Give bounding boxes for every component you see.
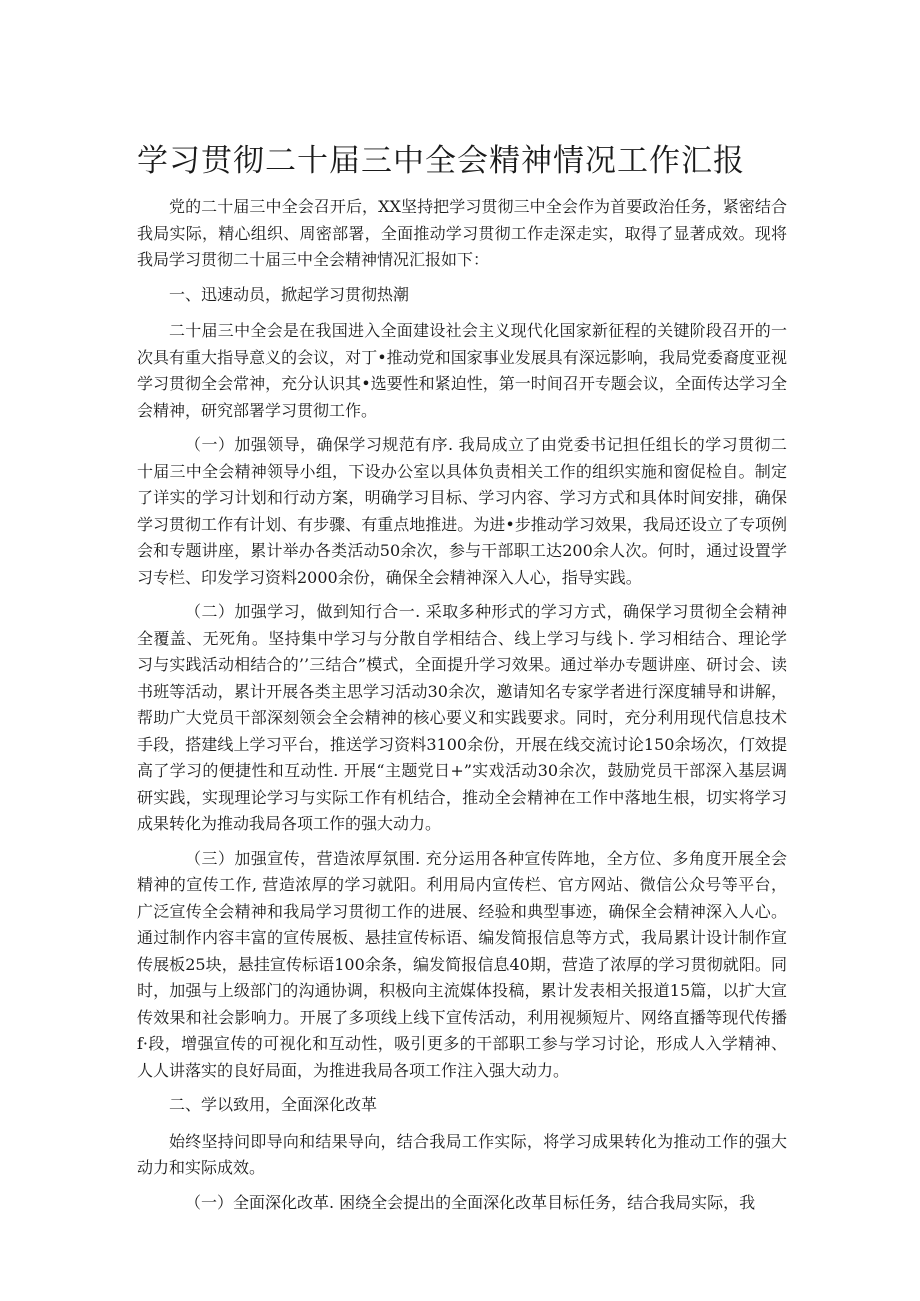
subsection-1-3-paragraph: （三）加强宣传，营造浓厚氛围. 充分运用各种宣传阵地，全方位、多角度开展全会精神的宣传工作, 营造浓厚的学习就阳。利用局内宣传栏、官方网站、微信公众号等平台，广泛宣传全会精神和我局学习贯彻工作的进展、经验和典型事迹，确保全会精神深入人心。通过制作内容丰富的宣传展板、悬挂宣传标语、编发简报信息等方式，我局累计设计制作宣传展板25块，悬挂宣传标语100余条，编发简报信息40期，营造了浓厚的学习贯彻就阳。同时，加强与上级部门的沟通协调，积极向主流媒体投稿，累计发表相关报道15篇，以扩大宣传效果和社会影响力。开展了多项线上线下宣传活动，利用视频短片、网络直播等现代传播f·段，增强宣传的可视化和互动性，吸引更多的干部职工参与学习讨论，形成人入学精神、人人讲落实的良好局面，为推进我局各项工作注入强大动力。 [137,848,787,1080]
section-1-intro-paragraph: 二十届三中全会是在我国进入全面建设社会主义现代化国家新征程的关键阶段召开的一次具有重大指导意义的会议，对丁•推动党和国家事业发展具有深远影响，我局党委裔度亚视学习贯彻全会常神，充分认识其•选要性和紧迫性，第一时间召开专题会议，全面传达学习全会精神，研究部署学习贯彻工作。 [137,321,787,420]
section-heading-1: 一、迅速动员，掀起学习贯彻热潮 [169,284,410,304]
document-page [137,140,787,1224]
subsection-2-1-paragraph: （一）全面深化改革. 困绕全会提出的全面深化改革目标任务，结合我局实际，我 [185,1192,756,1212]
subsection-1-2-paragraph: （二）加强学习，做到知行合一. 采取多种形式的学习方式，确保学习贯彻全会精神全覆盖、无死角。坚持集中学习与分散自学相结合、线上学习与线卜. 学习相结合、理论学习与实践活动相结合的’’三结合”模式，全面提升学习效果。通过举办专题讲座、研讨会、读书班等活动，累计开展各类主思学习活动30余次，邀请知名专家学者进行深度辅导和讲解，帮助广大党员干部深刻领会全会精神的核心要义和实践要求。同时，充分利用现代信息技术手段，搭建线上学习平台，推送学习资料3100余份，开展在线交流讨论150余场次，仃效提高了学习的便捷性和互动性. 开展“主题党日+”实戏活动30余次，鼓励党员干部深入基层调研实践，实现理论学习与实际工作有机结合，推动全会精神在工作中落地生根，切实将学习成果转化为推动我局各项工作的强大动力。 [137,602,787,833]
section-2-intro-paragraph: 始终坚持问即导向和结果导向，结合我局工作实际，将学习成果转化为推动工作的强大动力和实际成效。 [137,1131,787,1177]
section-heading-2: 二、学以致用，全面深化改革 [169,1095,378,1114]
intro-paragraph: 党的二十届三中全会召开后，XX坚持把学习贯彻三中全会作为首要政治任务，紧密结合我局实际，精心组织、周密部署，全面推动学习贯彻工作走深走实，取得了显著成效。现将我局学习贯彻二十届三中全会精神情况汇报如下： [137,197,787,269]
document-title: 学习贯彻二十届三中全会精神情况工作汇报 [137,143,745,179]
subsection-1-1-paragraph: （一）加强领导，确保学习规范有序. 我局成立了由党委书记担任组长的学习贯彻二十届三中全会精神领导小组，下设办公室以具体负责相关工作的组织实施和窗促检自。制定了详实的学习计划和行动方案，明确学习目标、学习内容、学习方式和具体时间安排，确保学习贯彻工作有计划、有步骤、有重点地推进。为进•步推动学习效果，我局还设立了专项例会和专题讲座，累计举办各类活动50余次，参与干部职工达200余人次。何时，通过设置学习专栏、印发学习资料2000余份，确保全会精神深入人心，指导实践。 [137,435,787,587]
